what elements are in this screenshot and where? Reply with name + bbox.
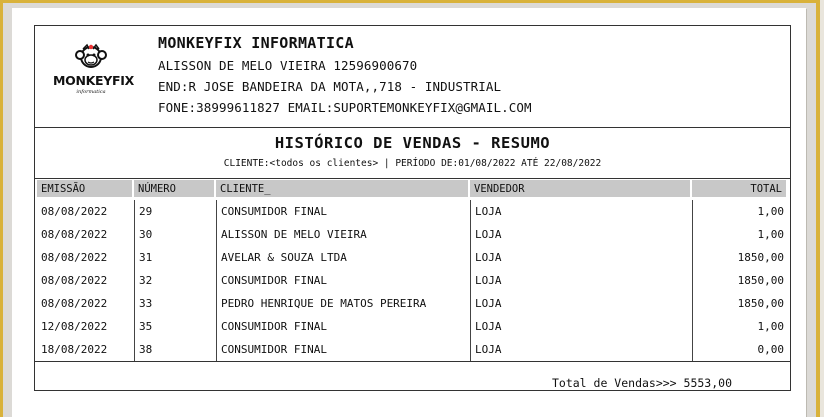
- cell-cliente: PEDRO HENRIQUE DE MATOS PEREIRA: [216, 292, 470, 315]
- header-total: TOTAL: [692, 180, 788, 197]
- logo-tagline: informatica: [76, 89, 106, 95]
- total-sales-label: Total de Vendas>>> 5553,00: [551, 376, 732, 390]
- table-row: [37, 223, 788, 246]
- company-contact: FONE:38999611827 EMAIL:SUPORTEMONKEYFIX@GMAIL.COM: [158, 100, 532, 115]
- cell-total: 1850,00: [692, 292, 788, 315]
- cell-vendedor: LOJA: [470, 338, 692, 361]
- cell-numero: 30: [134, 223, 216, 246]
- company-header: [34, 25, 791, 128]
- cell-emissao: 08/08/2022: [41, 251, 108, 264]
- table-row: [37, 292, 788, 315]
- report-title: HISTÓRICO DE VENDAS - RESUMO: [274, 134, 551, 152]
- cell-cliente: CONSUMIDOR FINAL: [216, 338, 470, 361]
- table-row: [37, 200, 788, 223]
- company-info: [158, 34, 532, 121]
- company-name: MONKEYFIX INFORMATICA: [158, 34, 354, 52]
- company-address: END:R JOSE BANDEIRA DA MOTA,,718 - INDUSTRIAL: [158, 79, 502, 94]
- cell-total: 1,00: [692, 315, 788, 338]
- sales-table: [37, 180, 788, 361]
- cell-total: 1850,00: [692, 269, 788, 292]
- cell-numero: 38: [134, 338, 216, 361]
- cell-cliente: CONSUMIDOR FINAL: [216, 269, 470, 292]
- cell-vendedor: LOJA: [470, 223, 692, 246]
- cell-vendedor: LOJA: [470, 246, 692, 269]
- cell-vendedor: LOJA: [470, 315, 692, 338]
- cell-vendedor: LOJA: [470, 200, 692, 223]
- company-owner: ALISSON DE MELO VIEIRA 12596900670: [158, 58, 418, 73]
- cell-cliente: CONSUMIDOR FINAL: [216, 200, 470, 223]
- logo-wordmark: MONKEYFIX: [53, 73, 134, 88]
- header-vendedor: VENDEDOR: [470, 180, 692, 197]
- totals-box: [34, 361, 791, 391]
- table-row: [37, 315, 788, 338]
- cell-numero: 29: [134, 200, 216, 223]
- cell-total: 1850,00: [692, 246, 788, 269]
- cell-vendedor: LOJA: [470, 269, 692, 292]
- cell-emissao: 08/08/2022: [41, 274, 108, 287]
- table-row: [37, 338, 788, 361]
- header-numero: NÚMERO: [134, 180, 216, 197]
- cell-total: 1,00: [692, 200, 788, 223]
- cell-numero: 32: [134, 269, 216, 292]
- cell-emissao: 08/08/2022: [41, 228, 108, 241]
- cell-emissao: 08/08/2022: [41, 205, 108, 218]
- cell-emissao: 12/08/2022: [41, 320, 108, 333]
- table-header-row: [37, 180, 788, 197]
- cell-numero: 31: [134, 246, 216, 269]
- table-row: [37, 269, 788, 292]
- cell-vendedor: LOJA: [470, 292, 692, 315]
- cell-total: 1,00: [692, 223, 788, 246]
- report-filter-subtitle: CLIENTE:<todos os clientes> | PERÍODO DE:01/08/2022 ATÉ 22/08/2022: [223, 158, 602, 169]
- company-logo: [53, 43, 134, 103]
- header-emissao: EMISSÃO: [37, 180, 134, 197]
- monkey-logo-icon: [53, 43, 129, 73]
- report-page: [12, 8, 806, 417]
- cell-cliente: CONSUMIDOR FINAL: [216, 315, 470, 338]
- cell-numero: 33: [134, 292, 216, 315]
- cell-cliente: ALISSON DE MELO VIEIRA: [216, 223, 470, 246]
- header-cliente: CLIENTE_: [216, 180, 470, 197]
- report-title-box: [34, 127, 791, 179]
- cell-total: 0,00: [692, 338, 788, 361]
- sales-table-box: [34, 179, 791, 362]
- cell-numero: 35: [134, 315, 216, 338]
- table-row: [37, 246, 788, 269]
- cell-emissao: 08/08/2022: [41, 297, 108, 310]
- cell-cliente: AVELAR & SOUZA LTDA: [216, 246, 470, 269]
- cell-emissao: 18/08/2022: [41, 343, 108, 356]
